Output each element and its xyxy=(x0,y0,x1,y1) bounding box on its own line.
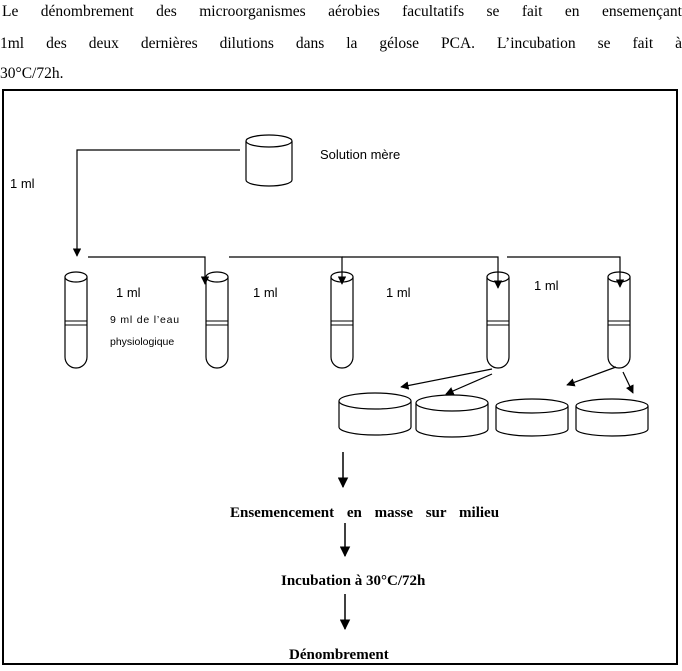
transfer-label-3: 1 ml xyxy=(386,285,411,300)
step-seeding-label: Ensemencement en masse sur milieu xyxy=(230,505,500,521)
petri-dish-4 xyxy=(576,399,648,436)
transfer-arrow-4-5 xyxy=(507,257,620,287)
stock-solution-label: Solution mère xyxy=(320,147,401,162)
petri-dish-1 xyxy=(339,393,411,435)
petri-dish-2 xyxy=(416,395,488,437)
test-tube-1 xyxy=(65,272,87,368)
step-incubation-label: Incubation à 30°C/72h xyxy=(281,573,426,589)
petri-dish-3 xyxy=(496,399,568,436)
transfer-arrow-stock xyxy=(77,150,240,256)
test-tube-2 xyxy=(206,272,228,368)
plate-arrow-1 xyxy=(401,369,492,387)
transfer-label-4: 1 ml xyxy=(534,278,559,293)
transfer-arrow-1-2 xyxy=(88,257,205,284)
transfer-label-2: 1 ml xyxy=(253,285,278,300)
transfer-label-1: 1 ml xyxy=(116,285,141,300)
intro-line-2: 1ml des deux dernières dilutions dans la gélose PCA. L’incubation se fait à xyxy=(0,35,682,52)
test-tube-3 xyxy=(331,272,353,368)
diluent-label-line1: 9 ml de l’eau xyxy=(110,314,180,326)
diluent-label-line2: physiologique xyxy=(110,336,175,348)
stock-solution-jar xyxy=(246,135,292,186)
step-count-label: Dénombrement xyxy=(289,647,389,663)
plate-arrow-4 xyxy=(623,372,633,393)
intro-line-3: 30°C/72h. xyxy=(0,65,64,82)
transfer-label-stock: 1 ml xyxy=(10,176,35,191)
test-tube-5 xyxy=(608,272,630,368)
transfer-arrow-3-4 xyxy=(342,257,498,288)
transfer-arrow-2-3 xyxy=(229,257,342,284)
plate-arrow-3 xyxy=(567,367,616,385)
intro-line-1: Le dénombrement des microorganismes aérobies facultatifs se fait en ensemençant xyxy=(2,3,682,20)
